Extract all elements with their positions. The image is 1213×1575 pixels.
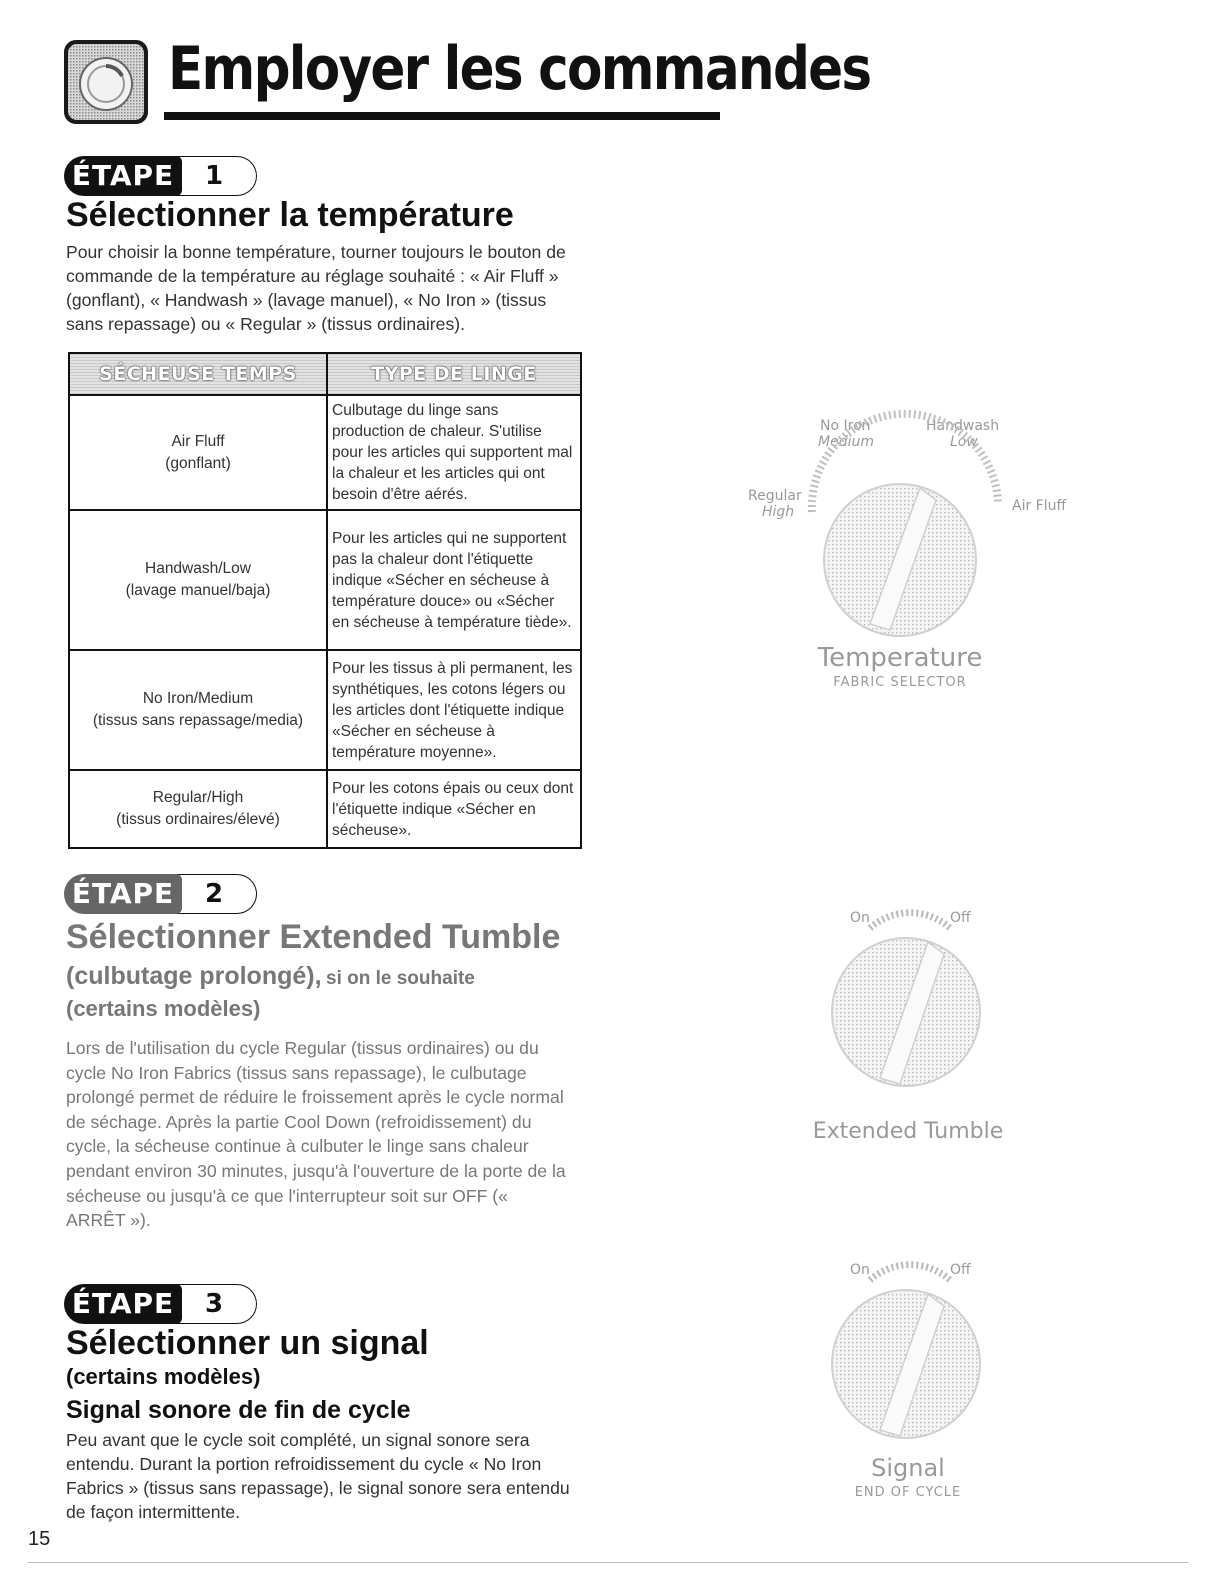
table-row: [69, 770, 581, 848]
step-2-body: Lors de l'utilisation du cycle Regular (tissus ordinaires) ou du cycle No Iron Fabrics (tissus sans repassage), le culbutage prolongé permet de réduire le froissement après le cycle normal de séchage. Après la partie Cool Down (refroidissement) du cycle, la sécheuse continue à culbuter le linge sans chaleur pendant environ 30 minutes, jusqu'à l'ouverture de la porte de la sécheuse ou jusqu'à ce que l'interrupteur soit sur OFF (« ARRÊT »).: [66, 1038, 566, 1231]
step-number: 1: [172, 156, 257, 196]
knob-label-handwash: Handwash: [926, 418, 1000, 434]
knob-label-low: Low: [950, 434, 978, 450]
step-3-body: Peu avant que le cycle soit complété, un signal sonore sera entendu. Durant la portion refroidissement du cycle « No Iron Fabrics » (tissus sans repassage), le signal sonore sera entendu de façon intermittente.: [66, 1430, 570, 1522]
table-header: SÉCHEUSE TEMPS: [69, 353, 327, 395]
setting-name: Air Fluff: [171, 432, 225, 450]
knob-label-medium: Medium: [818, 434, 874, 450]
step-1-heading: Sélectionner la température: [66, 196, 514, 234]
setting-name: Handwash/Low: [145, 560, 251, 577]
knob-title-temperature: Temperature: [817, 643, 983, 673]
step-2-subheading-a: (culbutage prolongé),: [66, 962, 322, 990]
knob-label-off: Off: [950, 910, 971, 926]
setting-sub: (gonflant): [165, 454, 231, 472]
description-cell: Pour les tissus à pli permanent, les synthétiques, les cotons légers ou les articles dont l'étiquette indique «Sécher en sécheuse à température moyenne».: [327, 650, 581, 770]
step-2-subheading-b: si on le souhaite: [326, 968, 475, 989]
setting-sub: (tissus sans repassage/media): [92, 712, 304, 729]
title-underline: [164, 112, 720, 120]
setting-cell: [69, 395, 327, 510]
table-row: [69, 395, 581, 510]
extended-tumble-knob-illustration: [800, 900, 1020, 1150]
knob-label-on: On: [850, 1262, 870, 1278]
step-3-models-note: (certains modèles): [66, 1364, 261, 1389]
knob-label-on: On: [850, 910, 870, 926]
signal-knob-illustration: [800, 1250, 1020, 1510]
step-3-heading: Sélectionner un signal: [66, 1324, 429, 1362]
table-row: [69, 650, 581, 770]
step-number: 2: [172, 874, 257, 914]
temperature-knob-illustration: [740, 400, 1067, 700]
knob-title-extended-tumble: Extended Tumble: [812, 1119, 1004, 1144]
step-2-heading: Sélectionner Extended Tumble: [66, 918, 561, 956]
step-3-subheading: Signal sonore de fin de cycle: [66, 1396, 411, 1424]
setting-sub: (lavage manuel/baja): [125, 582, 271, 599]
setting-cell: [69, 770, 327, 848]
page-title: Employer les commandes: [168, 34, 871, 104]
knob-label-air-fluff: Air Fluff: [1012, 498, 1067, 514]
step-word: ÉTAPE: [64, 156, 182, 196]
setting-name: No Iron/Medium: [142, 690, 254, 707]
step-word: ÉTAPE: [64, 1284, 182, 1324]
step-1-body: Pour choisir la bonne température, tourner toujours le bouton de commande de la température au réglage souhaité : « Air Fluff » (gonflant), « Handwash » (lavage manuel), « No Iron » (tissus sans repassage) ou « Regular » (tissus ordinaires).: [66, 242, 566, 334]
knob-label-regular: Regular: [748, 488, 802, 504]
table-header-row: [69, 353, 581, 395]
page-number: 15: [28, 1528, 51, 1550]
step-2-badge: [64, 874, 264, 914]
knob-label-no-iron: No Iron: [820, 418, 871, 434]
setting-sub: (tissus ordinaires/élevé): [116, 811, 280, 828]
knob-label-high: High: [762, 504, 795, 520]
footer-rule: [28, 1562, 1188, 1563]
step-2-models-note: (certains modèles): [66, 996, 261, 1021]
table-header: TYPE DE LINGE: [327, 353, 581, 395]
temperature-table: [68, 352, 582, 849]
setting-cell: [69, 650, 327, 770]
step-3-badge: [64, 1284, 264, 1324]
step-2-subheading: [66, 962, 475, 991]
knob-label-off: Off: [950, 1262, 971, 1278]
knob-subtitle-temperature: FABRIC SELECTOR: [833, 675, 967, 690]
description-cell: Pour les articles qui ne supportent pas la chaleur dont l'étiquette indique «Sécher en sécheuse à température douce» ou «Sécher en sécheuse à température tiède».: [327, 510, 581, 650]
description-cell: Pour les cotons épais ou ceux dont l'étiquette indique «Sécher en sécheuse».: [327, 770, 581, 848]
step-number: 3: [172, 1284, 257, 1324]
step-word: ÉTAPE: [64, 874, 182, 914]
dial-icon: [64, 40, 148, 124]
step-1-badge: [64, 156, 264, 196]
description-cell: Culbutage du linge sans production de chaleur. S'utilise pour les articles qui supportent mal la chaleur et les articles qui ont besoin d'être aérés.: [327, 395, 581, 510]
knob-title-signal: Signal: [871, 1454, 945, 1482]
table-row: [69, 510, 581, 650]
setting-cell: [69, 510, 327, 650]
setting-name: Regular/High: [152, 789, 244, 806]
knob-subtitle-signal: END OF CYCLE: [854, 1485, 962, 1500]
